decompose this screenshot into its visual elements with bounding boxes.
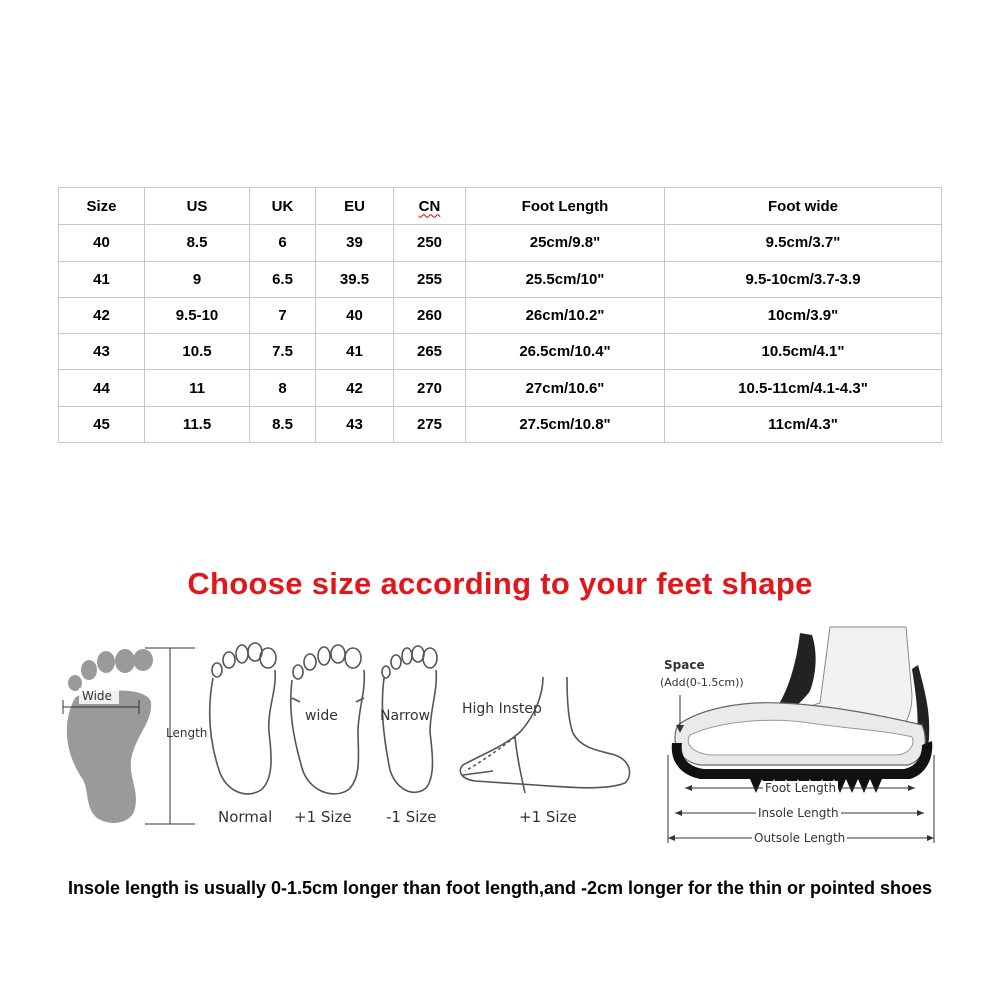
space-add-label: (Add(0-1.5cm)) [660,676,744,689]
table-cell: 9.5-10 [145,297,250,333]
table-cell: 265 [394,334,466,370]
table-cell: 11cm/4.3" [665,406,942,442]
column-header: US [145,188,250,225]
table-cell: 6 [250,225,316,261]
outsole-length-label: Outsole Length [754,831,846,845]
table-cell: 42 [316,370,394,406]
table-cell: 8 [250,370,316,406]
table-cell: 39 [316,225,394,261]
table-cell: 9 [145,261,250,297]
table-row [59,225,942,261]
table-cell: 11 [145,370,250,406]
narrow-foot-label: Narrow [380,708,431,724]
table-row [59,334,942,370]
table-cell: 41 [59,261,145,297]
table-cell: 9.5cm/3.7" [665,225,942,261]
table-cell: 275 [394,406,466,442]
table-cell: 250 [394,225,466,261]
table-cell: 42 [59,297,145,333]
table-cell: 7 [250,297,316,333]
table-cell: 6.5 [250,261,316,297]
column-header: Foot wide [665,188,942,225]
table-row [59,370,942,406]
table-cell: 39.5 [316,261,394,297]
space-label: Space [664,658,705,672]
table-cell: 40 [59,225,145,261]
table-cell: 27.5cm/10.8" [466,406,665,442]
headline: Choose size according to your feet shape [187,566,813,601]
foot-length-label: Foot Length [765,781,837,795]
table-cell: 40 [316,297,394,333]
table-cell: 11.5 [145,406,250,442]
size-chart-table [58,187,942,443]
table-cell: 10cm/3.9" [665,297,942,333]
wide-foot-label: wide [305,708,338,724]
instep-plus-one-size-label: +1 Size [519,808,577,826]
normal-label: Normal [218,808,273,826]
table-cell: 9.5-10cm/3.7-3.9 [665,261,942,297]
table-cell: 41 [316,334,394,370]
table-row [59,261,942,297]
table-cell: 8.5 [145,225,250,261]
table-cell: 43 [316,406,394,442]
table-cell: 8.5 [250,406,316,442]
high-instep-label: High Instep [462,701,542,717]
column-header: Foot Length [466,188,665,225]
insole-length-note: Insole length is usually 0-1.5cm longer than foot length,and -2cm longer for the thin or pointed shoes [67,878,933,898]
wide-label: Wide [82,689,112,703]
insole-length-label: Insole Length [758,806,839,820]
column-header: Size [59,188,145,225]
table-cell: 44 [59,370,145,406]
table-cell: 260 [394,297,466,333]
table-cell: 45 [59,406,145,442]
table-row [59,297,942,333]
high-instep-foot-icon [455,675,635,805]
table-cell: 26.5cm/10.4" [466,334,665,370]
table-cell: 7.5 [250,334,316,370]
length-label: Length [166,726,208,740]
table-row [59,406,942,442]
column-header: UK [250,188,316,225]
table-cell: 27cm/10.6" [466,370,665,406]
normal-foot-icon [205,640,280,805]
table-cell: 25.5cm/10" [466,261,665,297]
table-cell: 26cm/10.2" [466,297,665,333]
minus-one-size-label: -1 Size [386,808,437,826]
table-cell: 10.5cm/4.1" [665,334,942,370]
table-cell: 10.5 [145,334,250,370]
column-header: CN [394,188,466,225]
table-header-row [59,188,942,225]
table-cell: 270 [394,370,466,406]
table-cell: 25cm/9.8" [466,225,665,261]
plus-one-size-label: +1 Size [294,808,352,826]
table-cell: 10.5-11cm/4.1-4.3" [665,370,942,406]
table-cell: 255 [394,261,466,297]
column-header: EU [316,188,394,225]
table-cell: 43 [59,334,145,370]
